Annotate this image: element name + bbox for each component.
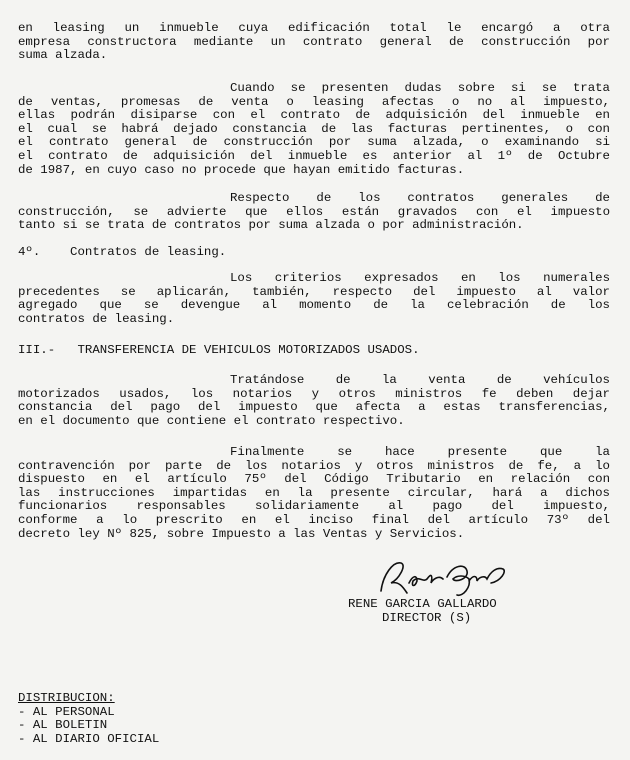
text-line: suma alzada. [18, 49, 108, 63]
distribution-item: - AL DIARIO OFICIAL [18, 731, 160, 746]
paragraph-doubts [18, 82, 610, 177]
signatory-title: DIRECTOR (S) [382, 610, 472, 625]
paragraph-finally [18, 446, 610, 541]
distribution-list [18, 692, 159, 746]
distribution-item: - AL PERSONAL [18, 704, 115, 719]
paragraph-construction-contracts [18, 192, 610, 233]
page-body [18, 8, 610, 753]
text-line: en el documento que contiene el contrato respectivo. [18, 414, 405, 428]
text-line: precedentes se aplicarán, también, respecto del impuesto al valor [18, 285, 610, 299]
text-line: de ventas, promesas de venta o leasing afectas o no al impuesto, [18, 95, 610, 109]
text-line: agregado que se devengue al momento de la celebración de los [18, 299, 610, 313]
text-line: tanto si se trata de contratos por suma alzada o por administración. [18, 219, 524, 233]
paragraph-leasing-criteria [18, 272, 610, 326]
text-line: Respecto de los contratos generales de [230, 192, 610, 205]
text-line: el contrato general de construcción por suma alzada, o examinando si [18, 136, 610, 150]
text-line: motorizados usados, los notarios y otros ministros fe deben dejar [18, 387, 610, 401]
text-line: Los criterios expresados en los numerales [230, 272, 610, 285]
text-line: Cuando se presenten dudas sobre si se trata [230, 82, 610, 95]
text-line: el cual se habrá dejado constancia de las facturas pertinentes, o con [18, 122, 610, 136]
text-line: decreto ley Nº 825, sobre Impuesto a las Ventas y Servicios. [18, 527, 465, 541]
text-line: contratos de leasing. [18, 312, 175, 326]
text-line: Finalmente se hace presente que la [230, 446, 610, 459]
text-line: en leasing un inmueble cuya edificación total le encargó a otra [18, 22, 610, 35]
text-line: dispuesto en el artículo 75º del Código Tributario en relación con [18, 473, 610, 487]
distribution-heading: DISTRIBUCION: [18, 691, 115, 705]
section-heading-leasing: 4º. Contratos de leasing. [18, 245, 227, 259]
handwritten-signature [373, 553, 523, 603]
text-line: de 1987, en cuyo caso no procede que hayan emitido facturas. [18, 163, 465, 177]
paragraph-vehicles [18, 374, 610, 428]
text-line: conforme a lo prescrito en el inciso final del artículo 73º del [18, 513, 610, 527]
paragraph-leasing-continuation [18, 22, 610, 63]
section-heading-vehicles: III.- TRANSFERENCIA DE VEHICULOS MOTORIZADOS USADOS. [18, 343, 420, 357]
signature-block [348, 598, 548, 625]
text-line: ellas podrán disiparse con el contrato de adquisición del inmueble en [18, 109, 610, 123]
text-line: funcionarios responsables solidariamente al pago del impuesto, [18, 500, 610, 514]
text-line: contravención por parte de los notarios y otros ministros de fe, a lo [18, 459, 610, 473]
text-line: construcción, se advierte que ellos están gravados con el impuesto [18, 205, 610, 219]
text-line: el contrato de adquisición del inmueble es anterior al 1º de Octubre [18, 149, 610, 163]
signatory-name: RENE GARCIA GALLARDO [348, 597, 497, 611]
text-line: empresa constructora mediante un contrato general de construcción por [18, 35, 610, 49]
text-line: Tratándose de la venta de vehículos [230, 374, 610, 387]
distribution-item: - AL BOLETIN [18, 718, 108, 733]
text-line: constancia del pago del impuesto que afecta a estas transferencias, [18, 401, 610, 415]
text-line: las instrucciones impartidas en la presente circular, hará a dichos [18, 486, 610, 500]
